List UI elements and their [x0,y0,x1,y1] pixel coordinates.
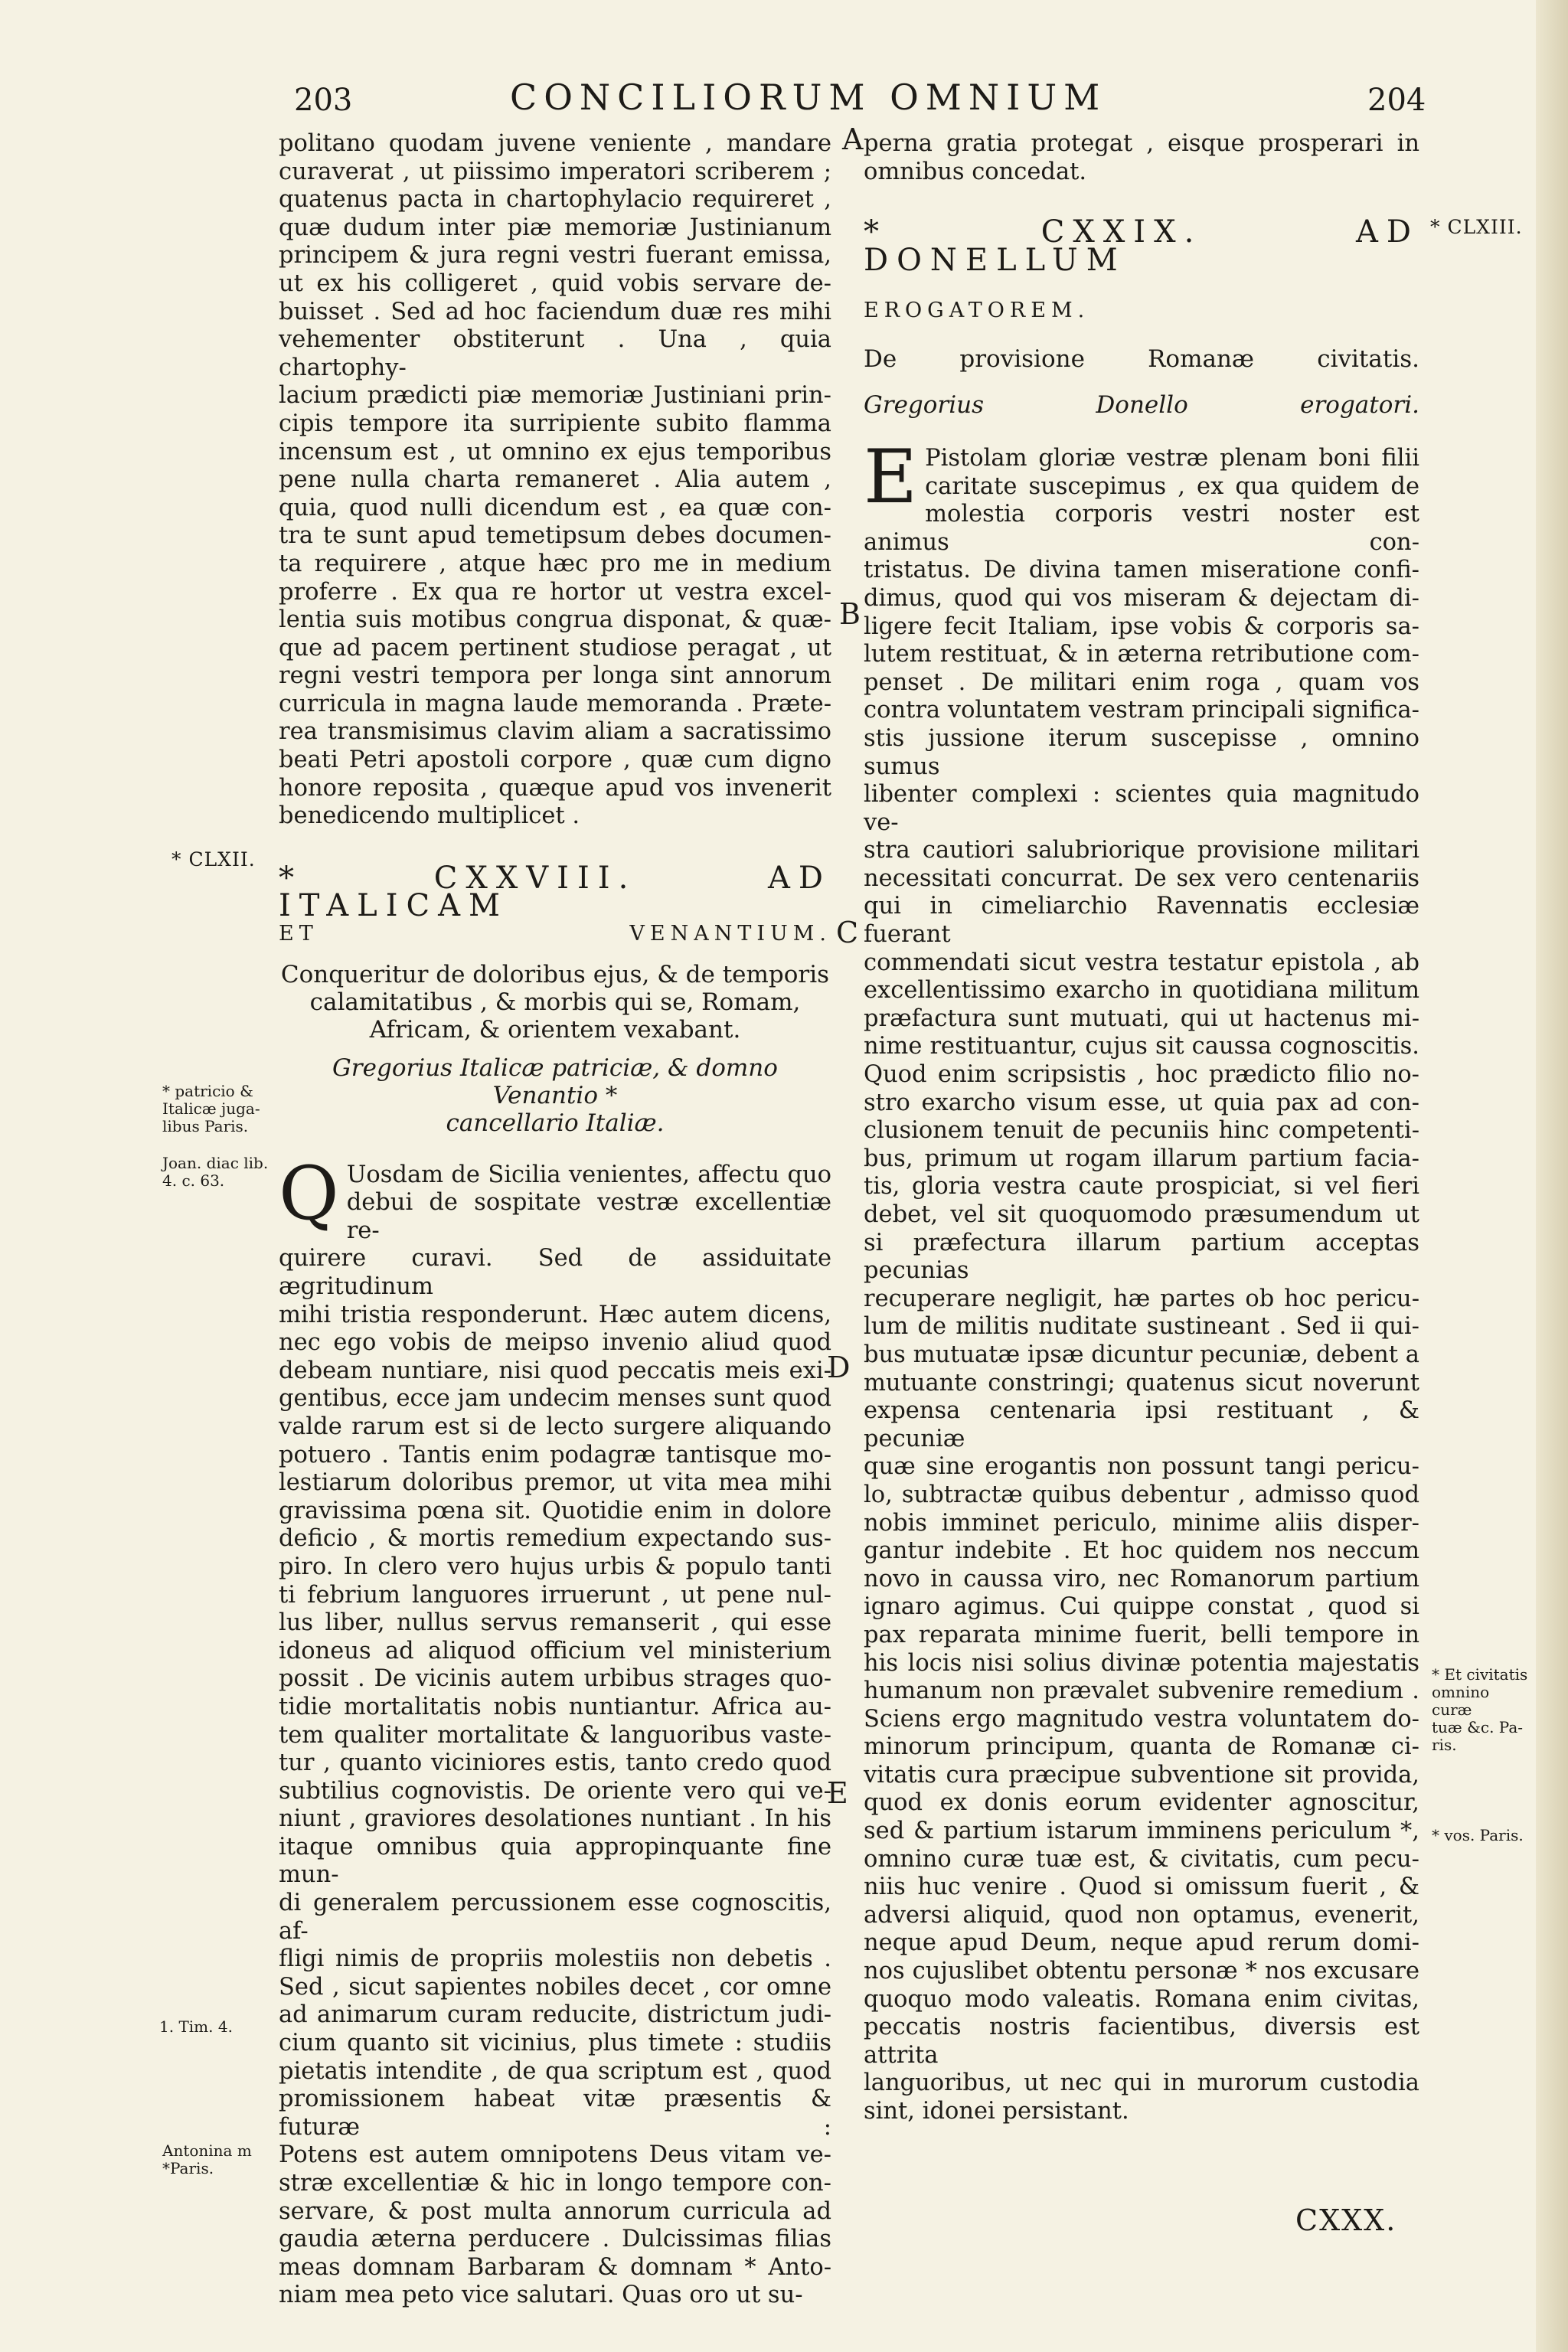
epistle-summary: De provisione Romanæ civitatis. [864,345,1419,373]
right-column [864,130,1419,2126]
text-line: sint, idonei persistant. [864,2098,1129,2125]
section-letter-d: D [827,1351,851,1384]
page-edge [1536,0,1568,2352]
text-line: tis, gloria vestra caute prospiciat, si vel fieri [864,1173,1419,1200]
text-line: lacium prædicti piæ memoriæ Justiniani prin- [279,382,831,410]
letter-body-cxxviii [279,1150,831,2310]
text-line: novo in caussa viro, nec Romanorum partium [864,1565,1419,1592]
right-continuation-text [864,130,1419,186]
text-line: libenter complexi : scientes quia magnitudo ve- [864,781,1419,836]
text-line: niunt , graviores desolationes nuntiant . In his [279,1805,831,1833]
text-line: curricula in magna laude memoranda . Præte- [279,690,831,717]
text-line: rea transmisimus clavim aliam a sacratissimo [279,718,831,746]
margin-note-civitatis: * Et civitatis omnino curæ tuæ &c. Pa- ris. [1432,1665,1528,1754]
text-line: Uosdam de Sicilia venientes, affectu quo [346,1161,831,1188]
text-line: lo, subtractæ quibus debentur , admisso quod [864,1481,1419,1508]
text-line: minorum principum, quanta de Romanæ ci- [864,1733,1419,1761]
text-line: valde rarum est si de lecto surgere aliquando [279,1413,831,1440]
text-line: deficio , & mortis remedium expectando sus- [279,1525,831,1553]
text-line: principem & jura regni vestri fuerant emissa, [279,242,831,270]
text-line: pietatis intendite , de qua scriptum est , quod [279,2057,831,2085]
text-line: gantur indebite . Et hoc quidem nos neccum [864,1537,1419,1565]
epistle-heading-cxxviii: * CXXVIII. AD ITALICAM [279,860,831,924]
text-line: lestiarum doloribus premor, ut vita mea mihi [279,1469,831,1497]
text-line: contra voluntatem vestram principali significa- [864,697,1419,724]
text-line: quæ sine erogantis non possunt tangi pericu- [864,1453,1419,1481]
epistle-inscription [279,1054,831,1137]
text-line: mihi tristia responderunt. Hæc autem dicens, [279,1301,831,1328]
text-line: ti febrium languores irruerunt , ut pene nul- [279,1581,831,1609]
text-line: nobis imminet periculo, minime aliis disper- [864,1509,1419,1537]
text-line: buisset . Sed ad hoc faciendum duæ res mihi [279,298,831,325]
text-line: tra te sunt apud temetipsum debes documen- [279,522,831,550]
left-continuation-text [279,130,831,831]
text-line: fligi nimis de propriis molestiis non debetis . [279,1945,831,1973]
text-line: bus mutuatæ ipsæ dicuntur pecuniæ, debent a [864,1341,1419,1368]
text-line: quia, quod nulli dicendum est , ea quæ con- [279,494,831,521]
text-line: peccatis nostris facientibus, diversis est attrita [864,2014,1419,2069]
section-letter-b: B [839,597,861,631]
text-line: possit . De vicinis autem urbibus strages quo- [279,1665,831,1693]
section-letter-e: E [827,1776,848,1810]
epistle-summary [279,961,831,1044]
text-line: recuperare negligit, hæ partes ob hoc pericu- [864,1285,1419,1312]
text-line: benedicendo multiplicet . [279,802,580,830]
epistle-subheading: EROGATOREM. [864,299,1090,323]
epistle-inscription: Gregorius Donello erogatori. [864,390,1419,419]
text-line: debet, vel sit quoquomodo præsumendum ut [864,1201,1419,1228]
section-letter-c: C [836,916,859,949]
running-title: CONCILIORUM OMNIUM [510,77,1107,118]
text-line: his locis nisi solius divinæ potentia majestatis [864,1649,1419,1677]
text-line: languoribus, ut nec qui in murorum custodia [864,2069,1419,2097]
text-line: ignaro agimus. Cui quippe constat , quod si [864,1593,1419,1621]
text-line: expensa centenaria ipsi restituant , & pecuniæ [864,1397,1419,1452]
inscription-line: cancellario Italiæ. [446,1109,665,1137]
summary-line: calamitatibus , & morbis qui se, Romam, [309,988,801,1016]
inscription-line: Gregorius Italicæ patriciæ, & domno Venantio * [332,1054,778,1109]
text-line: humanum non prævalet subvenire remedium . [864,1677,1419,1705]
text-line: pene nulla charta remaneret . Alia autem , [279,466,831,494]
text-line: omnino curæ tuæ est, & civitatis, cum pecu- [864,1845,1419,1873]
text-line: molestia corporis vestri noster est animus con- [864,501,1419,556]
text-line: gentibus, ecce jam undecim menses sunt quod [279,1385,831,1413]
text-line: gaudia æterna perducere . Dulcissimas filias [279,2226,831,2253]
text-line: regni vestri tempora per longa sint annorum [279,662,831,690]
text-line: tristatus. De divina tamen miseratione confi- [864,557,1419,584]
text-line: ut ex his colligeret , quid vobis servare de- [279,270,831,297]
text-line: idoneus ad aliquod officium vel ministerium [279,1637,831,1664]
text-line: sed & partium istarum imminens periculum *, [864,1818,1419,1845]
letter-text [279,1150,831,2310]
text-line: si præfectura illarum partium acceptas pecunias [864,1229,1419,1285]
epistle-subheading: ET VENANTIUM. [279,922,831,946]
left-column [279,130,831,2310]
page-number-left: 203 [294,83,353,118]
text-line: neque apud Deum, neque apud rerum domi- [864,1929,1419,1957]
epistle-heading-cxxix: * CXXIX. AD DONELLUM [864,214,1419,278]
text-line: excellentissimo exarcho in quotidiana militum [864,977,1419,1004]
margin-note-patricio: * patricio & Italicæ juga- libus Paris. [162,1082,260,1135]
text-line: potuero . Tantis enim podagræ tantisque mo- [279,1441,831,1468]
text-line: piro. In clero vero hujus urbis & populo tanti [279,1553,831,1580]
text-line: Potens est autem omnipotens Deus vitam ve- [279,2141,831,2169]
text-line: dimus, quod qui vos miseram & dejectam di- [864,584,1419,612]
text-line: cipis tempore ita surripiente subito flamma [279,410,831,437]
text-line: promissionem habeat vitæ præsentis & futuræ : [279,2086,831,2141]
text-line: quæ dudum inter piæ memoriæ Justinianum [279,214,831,241]
text-line: omnibus concedat. [864,158,1087,185]
text-line: necessitati concurrat. De sex vero centenariis [864,864,1419,892]
text-line: politano quodam juvene veniente , mandare [279,130,831,157]
text-line: debui de sospitate vestræ excellentiæ re- [346,1189,831,1244]
page-number-right: 204 [1367,83,1426,118]
text-line: perna gratia protegat , eisque prosperari in [864,130,1419,157]
summary-line: Conqueritur de doloribus ejus, & de temporis [280,960,830,988]
text-line: caritate suscepimus , ex qua quidem de [925,472,1419,500]
text-line: ad animarum curam reducite, districtum judi- [279,2001,831,2029]
margin-note-timothy: 1. Tim. 4. [159,2017,233,2036]
text-line: commendati sicut vestra testatur epistola , ab [864,949,1419,976]
text-line: pax reparata minime fuerit, belli tempore in [864,1621,1419,1648]
text-line: stro exarcho visum esse, ut quia pax ad con- [864,1089,1419,1116]
text-line: incensum est , ut omnino ex ejus temporibus [279,438,831,466]
text-line: meas domnam Barbaram & domnam * Anto- [279,2253,831,2281]
text-line: stræ excellentiæ & hic in longo tempore con- [279,2170,831,2197]
text-line: subtilius cognovistis. De oriente vero qui ve- [279,1777,831,1805]
text-line: debeam nuntiare, nisi quod peccatis meis exi- [279,1357,831,1384]
text-line: lutem restituat, & in æterna retributione com- [864,641,1419,668]
text-line: tur , quanto viciniores estis, tanto credo quod [279,1749,831,1777]
text-line: nime restituantur, cujus sit caussa cognoscitis. [864,1033,1419,1060]
catchword: CXXX. [1295,2203,1397,2237]
margin-epistle-number-left: * CLXII. [172,848,256,871]
text-line: nos cujuslibet obtentu personæ * nos excusare [864,1958,1419,1985]
text-line: itaque omnibus quia appropinquante fine mun- [279,1833,831,1889]
text-line: Pistolam gloriæ vestræ plenam boni filii [925,444,1419,472]
text-line: lus liber, nullus servus remanserit , qui esse [279,1609,831,1637]
text-line: quirere curavi. Sed de assiduitate ægritudinum [279,1245,831,1300]
text-line: quatenus pacta in chartophylacio requireret , [279,186,831,214]
text-line: curaverat , ut piissimo imperatori scriberem ; [279,158,831,185]
section-letter-a: A [842,122,864,156]
text-line: stra cautiori salubriorique provisione militari [864,837,1419,864]
text-line: ta requirere , atque hæc pro me in medium [279,550,831,577]
text-line: vehementer obstiterunt . Una , quia chartophy- [279,326,831,381]
margin-note-antonina: Antonina m *Paris. [162,2141,252,2177]
text-line: que ad pacem pertinent studiose peragat , ut [279,634,831,662]
text-line: præfactura sunt mutuati, qui ut hactenus mi- [864,1004,1419,1032]
summary-line: Africam, & orientem vexabant. [369,1015,741,1044]
text-line: lum de militis nuditate sustineant . Sed ii qui- [864,1313,1419,1341]
text-line: quoquo modo valeatis. Romana enim civitas, [864,1985,1419,2013]
text-line: adversi aliquid, quod non optamus, evenerit, [864,1901,1419,1929]
text-line: Sed , sicut sapientes nobiles decet , cor omne [279,1973,831,2001]
text-line: mutuante constringi; quatenus sicut noverunt [864,1369,1419,1396]
text-line: qui in cimeliarchio Ravennatis ecclesiæ fuerant [864,893,1419,949]
text-line: tidie mortalitatis nobis nuntiantur. Africa au- [279,1693,831,1720]
margin-note-ioan-diac: Joan. diac lib. 4. c. 63. [162,1154,269,1190]
text-line: penset . De militari enim roga , quam vos [864,668,1419,696]
text-line: ligere fecit Italiam, ipse vobis & corporis sa- [864,612,1419,640]
text-line: clusionem tenuit de pecuniis hinc competenti- [864,1117,1419,1145]
text-line: cium quanto sit vicinius, plus timete : studiis [279,2030,831,2057]
letter-body-cxxix [864,433,1419,2126]
text-line: honore reposita , quæque apud vos invenerit [279,774,831,802]
drop-cap: Q [279,1150,339,1236]
text-line: lentia suis motibus congrua disponat, & quæ- [279,606,831,634]
text-line: tem qualiter mortalitate & languoribus vaste- [279,1721,831,1749]
text-line: gravissima pœna sit. Quotidie enim in dolore [279,1497,831,1524]
text-line: servare, & post multa annorum curricula ad [279,2197,831,2225]
margin-note-vos: * vos. Paris. [1432,1826,1524,1844]
text-line: stis jussione iterum suscepisse , omnino sumus [864,724,1419,780]
text-line: Sciens ergo magnitudo vestra voluntatem do- [864,1705,1419,1733]
text-line: nec ego vobis de meipso invenio aliud quod [279,1329,831,1357]
text-line: vitatis cura præcipue subventione sit provida, [864,1761,1419,1788]
text-line: beati Petri apostoli corpore , quæ cum digno [279,746,831,774]
text-line: niis huc venire . Quod si omissum fuerit , & [864,1873,1419,1901]
text-line: Quod enim scripsistis , hoc prædicto filio no- [864,1061,1419,1089]
margin-epistle-number-right: * CLXIII. [1430,216,1523,238]
drop-cap: E [864,433,918,520]
text-line: di generalem percussionem esse cognoscitis, af- [279,1890,831,1945]
text-line: bus, primum ut rogam illarum partium facia- [864,1145,1419,1172]
text-line: quod ex donis eorum evidenter agnoscitur, [864,1789,1419,1817]
letter-text [864,433,1419,2126]
text-line: niam mea peto vice salutari. Quas oro ut su- [279,2282,803,2309]
text-line: proferre . Ex qua re hortor ut vestra excel- [279,578,831,606]
